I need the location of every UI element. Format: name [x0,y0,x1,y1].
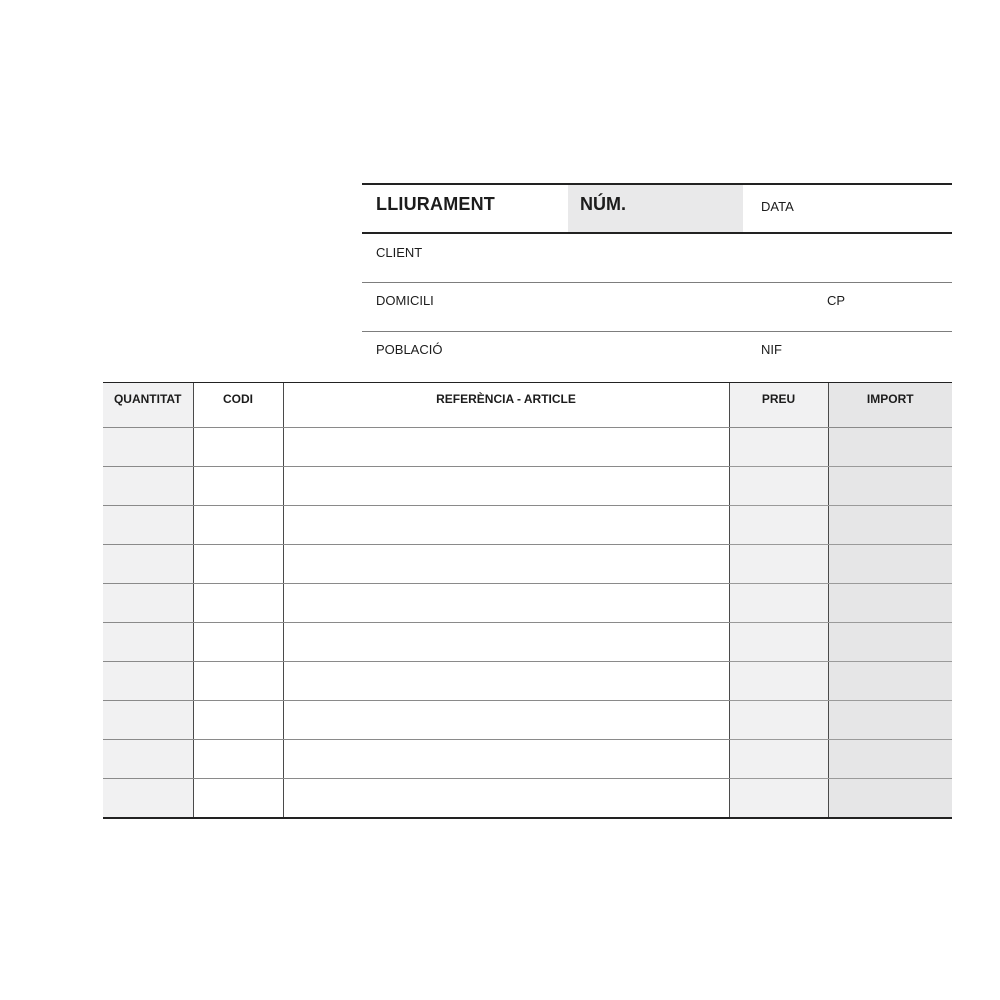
address-field[interactable] [362,283,952,332]
table-row [103,428,952,467]
price-cell[interactable] [729,428,828,467]
price-cell[interactable] [729,584,828,623]
price-cell[interactable] [729,623,828,662]
quantity-cell[interactable] [103,506,193,545]
quantity-cell[interactable] [103,584,193,623]
code-cell[interactable] [193,740,283,779]
form-title: LLIURAMENT [376,194,495,214]
amount-cell[interactable] [828,701,952,740]
table-row [103,740,952,779]
table-row [103,506,952,545]
quantity-cell[interactable] [103,428,193,467]
price-cell[interactable] [729,467,828,506]
column-header-reference: REFERÈNCIA - ARTICLE [283,383,729,428]
quantity-cell[interactable] [103,623,193,662]
price-cell[interactable] [729,545,828,584]
amount-cell[interactable] [828,506,952,545]
quantity-cell[interactable] [103,545,193,584]
amount-cell[interactable] [828,584,952,623]
price-cell[interactable] [729,662,828,701]
column-header-price: PREU [729,383,828,428]
amount-cell[interactable] [828,662,952,701]
code-cell[interactable] [193,467,283,506]
amount-cell[interactable] [828,779,952,818]
quantity-cell[interactable] [103,701,193,740]
code-cell[interactable] [193,623,283,662]
price-cell[interactable] [729,506,828,545]
reference-cell[interactable] [283,584,729,623]
code-cell[interactable] [193,662,283,701]
table-row [103,779,952,818]
reference-cell[interactable] [283,623,729,662]
reference-cell[interactable] [283,701,729,740]
amount-cell[interactable] [828,428,952,467]
price-cell[interactable] [729,740,828,779]
delivery-note-header [362,183,952,380]
reference-cell[interactable] [283,779,729,818]
amount-cell[interactable] [828,467,952,506]
code-cell[interactable] [193,701,283,740]
amount-cell[interactable] [828,623,952,662]
column-header-quantity: QUANTITAT [103,383,193,428]
items-table [103,382,952,819]
quantity-cell[interactable] [103,662,193,701]
table-row [103,623,952,662]
tax-id-label: NIF [761,342,782,357]
quantity-cell[interactable] [103,779,193,818]
table-row [103,701,952,740]
postal-code-label: CP [827,293,846,308]
table-row [103,662,952,701]
table-row [103,584,952,623]
column-header-code: CODI [193,383,283,428]
table-row [103,467,952,506]
quantity-cell[interactable] [103,467,193,506]
reference-cell[interactable] [283,740,729,779]
number-label: NÚM. [580,194,626,214]
code-cell[interactable] [193,584,283,623]
table-row [103,545,952,584]
date-label: DATA [761,199,794,214]
number-field[interactable] [568,185,743,232]
reference-cell[interactable] [283,545,729,584]
header-row-title [362,183,952,234]
items-body [103,428,952,818]
code-cell[interactable] [193,428,283,467]
client-field[interactable] [362,234,952,283]
amount-cell[interactable] [828,545,952,584]
price-cell[interactable] [729,779,828,818]
column-header-amount: IMPORT [828,383,952,428]
code-cell[interactable] [193,545,283,584]
amount-cell[interactable] [828,740,952,779]
reference-cell[interactable] [283,467,729,506]
code-cell[interactable] [193,506,283,545]
town-label: POBLACIÓ [376,342,443,357]
reference-cell[interactable] [283,662,729,701]
items-header-row [103,383,952,428]
reference-cell[interactable] [283,428,729,467]
quantity-cell[interactable] [103,740,193,779]
address-label: DOMICILI [376,293,434,308]
price-cell[interactable] [729,701,828,740]
town-field[interactable] [362,332,952,380]
client-label: CLIENT [376,245,423,260]
code-cell[interactable] [193,779,283,818]
reference-cell[interactable] [283,506,729,545]
